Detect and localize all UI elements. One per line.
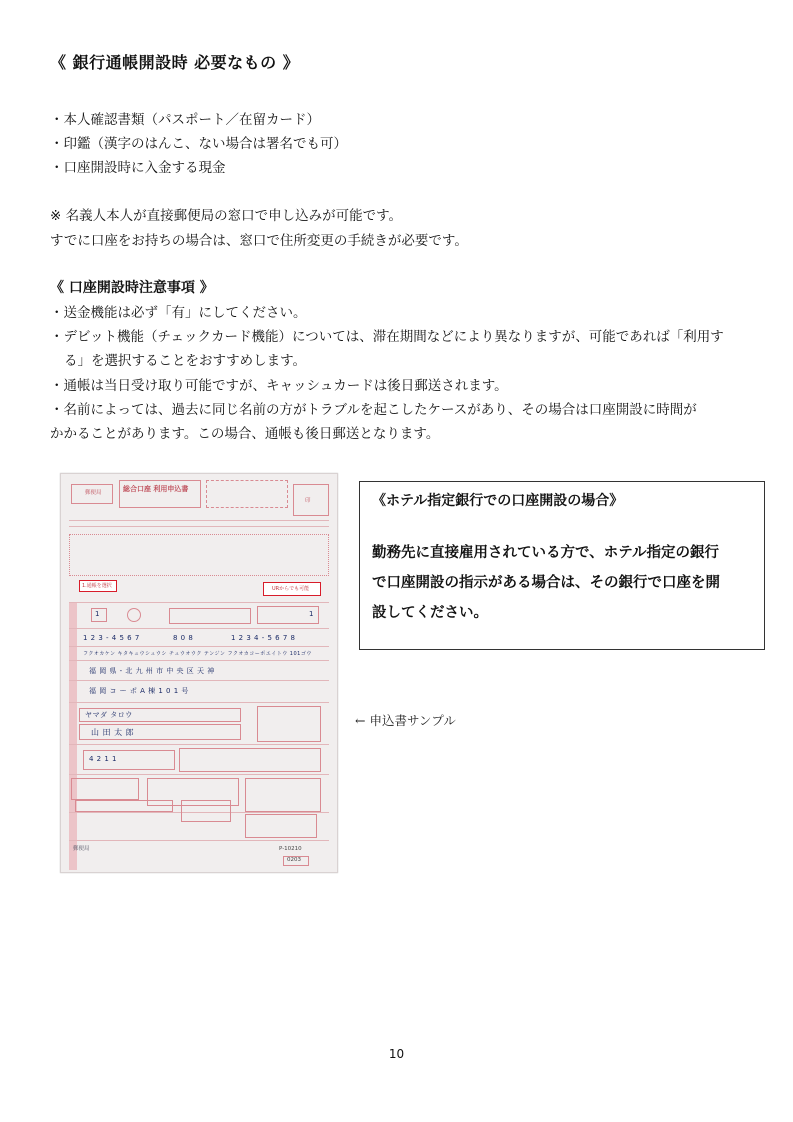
form-number: P-10210 [279,846,302,852]
requirement-item: ・印鑑（漢字のはんこ、ない場合は署名でも可） [50,136,347,152]
form-title: 総合口座 利用申込書 [123,485,189,493]
form-birth: 4 2 1 1 [89,755,117,763]
form-annotation-left: 1.通帳を選択 [82,583,112,589]
form-phone: 1 2 3 - 4 5 6 7 [83,634,140,642]
form-phone2: 1 2 3 4 - 5 6 7 8 [231,634,296,642]
page-number: 10 [388,1047,405,1061]
requirement-item: ・本人確認書類（パスポート／在留カード） [50,112,320,128]
form-code: 0203 [287,857,301,863]
callout-line: で口座開設の指示がある場合は、その銀行で口座を開 [372,575,720,591]
caution-item: ・送金機能は必ず「有」にしてください。 [50,305,307,321]
form-address-kana: フクオカケン キタキュウシュウシ チュウオウク テンジン フクオカコーポエイトウ 101ゴウ [83,651,312,657]
hotel-bank-callout [359,481,765,650]
callout-line: 設してください。 [372,605,488,621]
form-name-kana: ヤマダ タロウ [85,711,133,719]
note-line: すでに口座をお持ちの場合は、窓口で住所変更の手続きが必要です。 [50,233,468,249]
form-postal: 8 0 8 [173,634,194,642]
form-address-1: 福 岡 県 - 北 九 州 市 中 央 区 天 神 [89,667,215,675]
requirement-item: ・口座開設時に入金する現金 [50,160,226,176]
application-form-sample: 郵便局 総合口座 利用申込書 印 1.通帳を選択 URからでも可能 1 1 1 2 3 - 4 5 6 7 8 0 8 1 2 3 4 - 5 6 7 8 フクオカケン キタキュウシュウシ チュウオウク テンジン フクオカコーポエイトウ 101ゴウ 福 岡 県 - 北 九 州 市 中 央 区 天 神 福 岡 コ ー ポ A 棟 1 0 1 号 ヤマダ タロウ 山 田 太 郎 4 2 1 1 郵便局 P-10210 0203 [60,473,338,873]
caution-item: ・通帳は当日受け取り可能ですが、キャッシュカードは後日郵送されます。 [50,378,508,394]
page-heading: 《 銀行通帳開設時 必要なもの 》 [50,53,300,72]
caution-item: ・名前によっては、過去に同じ名前の方がトラブルを起こしたケースがあり、その場合は口座開設に時間が [50,402,697,418]
form-name-kanji: 山 田 太 郎 [91,728,135,737]
callout-title: 《ホテル指定銀行での口座開設の場合》 [372,493,624,509]
form-address-2: 福 岡 コ ー ポ A 棟 1 0 1 号 [89,687,189,695]
callout-line: 勤務先に直接雇用されている方で、ホテル指定の銀行 [372,545,719,561]
cautions-heading: 《 口座開設時注意事項 》 [50,280,214,296]
caution-item: ・デビット機能（チェックカード機能）については、滞在期間などにより異なりますが、可能であれば「利用す [50,329,724,345]
callout-body [372,538,758,628]
note-line: ※ 名義人本人が直接郵便局の窓口で申し込みが可能です。 [50,208,403,224]
sample-label: ← 申込書サンプル [355,713,456,728]
form-annotation-right: URからでも可能 [272,586,310,592]
caution-item-continued: かかることがあります。この場合、通帳も後日郵送となります。 [50,426,440,442]
caution-item-continued: る」を選択することをおすすめします。 [64,353,307,369]
